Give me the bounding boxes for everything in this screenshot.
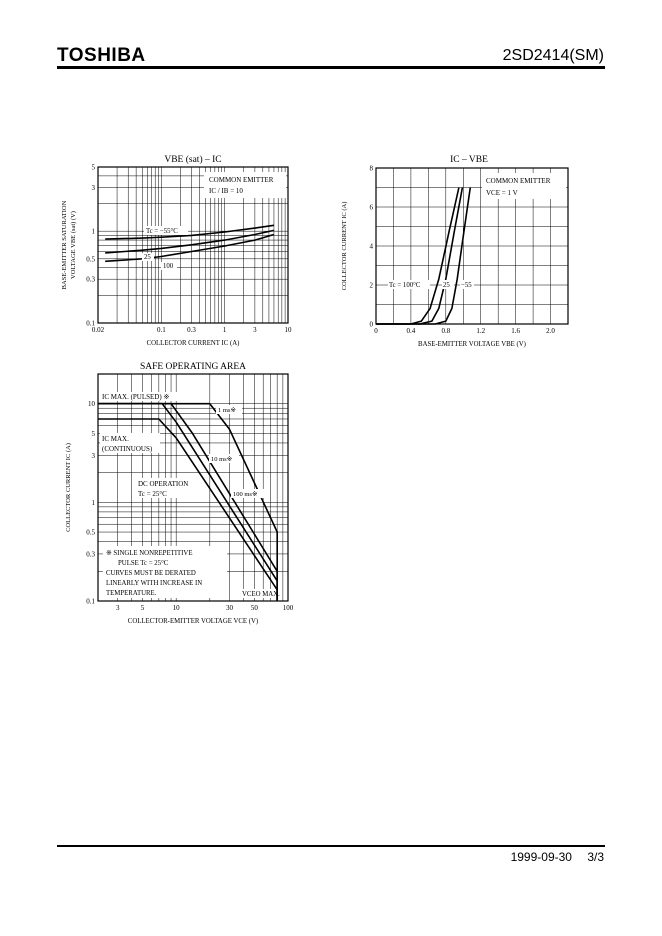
series-label: Tc = 100°C — [389, 282, 421, 289]
y-axis-label: VOLTAGE VBE (sat) (V) — [70, 211, 77, 279]
series-label: 100 ms※ — [233, 491, 258, 498]
x-tick-label: 1.6 — [511, 327, 521, 335]
annotation-continuous: (CONTINUOUS) — [102, 445, 153, 453]
series-label: Tc = −55°C — [146, 228, 178, 235]
annotation-ic-max: IC MAX. — [102, 435, 129, 443]
y-tick-label: 5 — [91, 429, 95, 438]
footnote-line: ※ SINGLE NONREPETITIVE — [106, 550, 193, 557]
brand-logo: TOSHIBA — [57, 45, 146, 66]
annotation-dc-operation: DC OPERATION — [138, 480, 189, 488]
part-number: 2SD2414(SM) — [502, 47, 604, 64]
chart-title: SAFE OPERATING AREA — [139, 362, 247, 372]
y-tick-label: 1 — [91, 227, 95, 236]
x-tick-label: 50 — [250, 604, 258, 612]
x-tick-label: 3 — [253, 326, 257, 334]
y-tick-label: 3 — [91, 451, 95, 460]
chart-title: IC – VBE — [450, 155, 488, 165]
y-tick-label: 1 — [91, 498, 95, 507]
footnote-line: TEMPERATURE. — [106, 590, 157, 597]
footer-rule — [57, 845, 605, 847]
chart-title: VBE (sat) – IC — [164, 155, 222, 165]
footnote-line: CURVES MUST BE DERATED — [106, 570, 196, 577]
y-tick-label: 0.1 — [86, 597, 95, 606]
y-axis-label: BASE-EMITTER SATURATION — [61, 200, 68, 290]
y-tick-label: 5 — [91, 163, 95, 172]
y-tick-label: 0.5 — [86, 255, 95, 264]
annotation-common-emitter: COMMON EMITTER — [486, 177, 551, 185]
y-tick-label: 0.1 — [86, 319, 95, 328]
y-tick-label: 0 — [369, 320, 373, 329]
annotation-dc-tc: Tc = 25°C — [138, 490, 167, 498]
x-tick-label: 2.0 — [546, 327, 555, 335]
x-tick-label: 0 — [374, 327, 378, 335]
x-tick-label: 0.8 — [441, 327, 451, 335]
y-axis-label: COLLECTOR CURRENT IC (A) — [65, 443, 72, 532]
series-label: 10 ms※ — [211, 456, 233, 463]
series-label: −55 — [461, 282, 472, 289]
x-tick-label: 10 — [284, 326, 292, 334]
series-label: 25 — [144, 254, 151, 261]
series-label: 25 — [443, 282, 450, 289]
x-tick-label: 0.02 — [91, 326, 105, 334]
x-tick-label: 3 — [115, 604, 120, 612]
annotation-ic-ib: IC / IB = 10 — [209, 187, 243, 195]
footer-page: 3/3 — [587, 850, 604, 864]
x-axis-label: BASE-EMITTER VOLTAGE VBE (V) — [418, 341, 526, 348]
footer-date: 1999-09-30 — [510, 850, 572, 864]
x-axis-label: COLLECTOR-EMITTER VOLTAGE VCE (V) — [127, 618, 259, 625]
x-tick-label: 30 — [226, 604, 234, 612]
annotation-common-emitter: COMMON EMITTER — [209, 176, 274, 184]
annotation-ic-max-pulsed: IC MAX. (PULSED) ※ — [102, 393, 170, 401]
y-tick-label: 2 — [369, 281, 373, 290]
series-label: 100 — [163, 263, 174, 270]
y-tick-label: 4 — [369, 242, 373, 251]
x-tick-label: 0.4 — [406, 327, 416, 335]
x-tick-label: 5 — [140, 604, 145, 612]
annotation-vceo-max: VCEO MAX. — [242, 591, 280, 598]
y-tick-label: 8 — [369, 164, 373, 173]
x-tick-label: 1.2 — [476, 327, 486, 335]
x-tick-label: 1 — [222, 326, 227, 334]
y-tick-label: 6 — [369, 203, 373, 212]
y-tick-label: 0.3 — [86, 550, 95, 559]
series-label: 1 ms※ — [218, 407, 236, 414]
x-tick-label: 10 — [172, 604, 180, 612]
y-tick-label: 0.3 — [86, 275, 95, 284]
x-tick-label: 0.3 — [187, 326, 196, 334]
y-axis-label: COLLECTOR CURRENT IC (A) — [341, 201, 348, 291]
x-axis-label: COLLECTOR CURRENT IC (A) — [146, 340, 240, 347]
y-tick-label: 10 — [88, 400, 95, 409]
footnote-line: LINEARLY WITH INCREASE IN — [106, 580, 203, 587]
footnote-line: PULSE Tc = 25°C — [118, 560, 169, 567]
y-tick-label: 3 — [91, 183, 95, 192]
annotation-vce: VCE = 1 V — [486, 189, 518, 197]
y-tick-label: 0.5 — [86, 528, 95, 537]
x-tick-label: 0.1 — [156, 326, 166, 334]
footer — [511, 850, 604, 864]
x-tick-label: 100 — [282, 604, 294, 612]
